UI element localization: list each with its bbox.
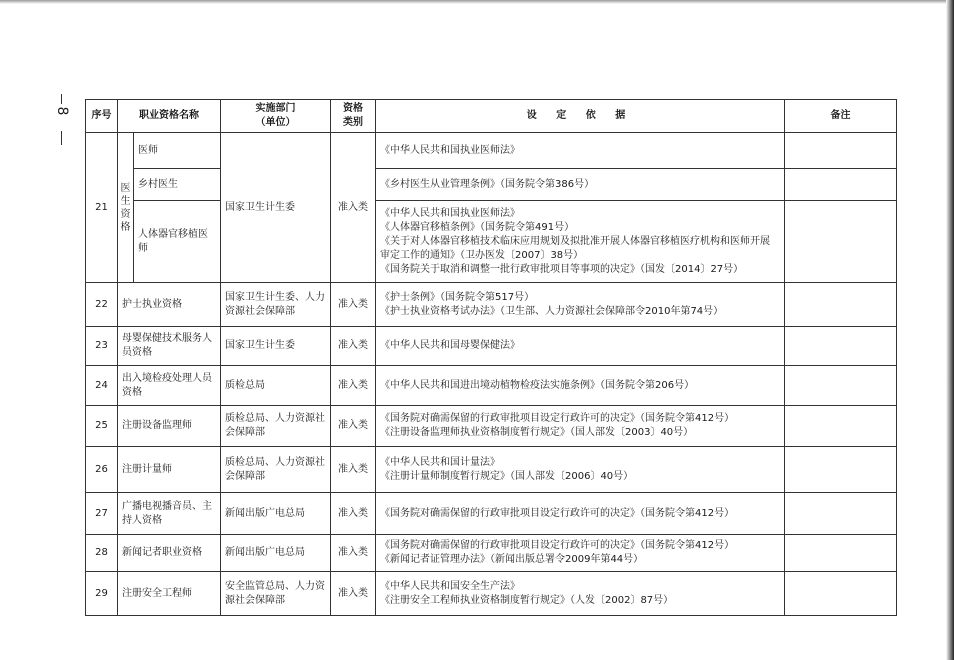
qualification-table: [85, 99, 897, 616]
row-remark: [785, 327, 897, 366]
header-department: [221, 100, 331, 133]
row-name: 注册计量师: [118, 447, 221, 493]
row-seq: 23: [86, 327, 118, 366]
row-department: 国家卫生计生委、人力资源社会保障部: [221, 283, 331, 327]
row-basis: 《中华人民共和国执业医师法》: [376, 133, 785, 169]
row-basis: 《国务院对确需保留的行政审批项目设定行政许可的决定》（国务院令第412号） 《注册设备监理师执业资格制度暂行规定》（国人部发〔2003〕40号）: [376, 406, 785, 447]
row-basis: 《国务院对确需保留的行政审批项目设定行政许可的决定》（国务院令第412号）: [376, 493, 785, 535]
row-seq: 27: [86, 493, 118, 535]
row-basis: 《中华人民共和国母婴保健法》: [376, 327, 785, 366]
row-remark: [785, 169, 897, 201]
row-category: 准入类: [331, 327, 376, 366]
row-remark: [785, 201, 897, 283]
row-name: 人体器官移植医师: [134, 201, 221, 283]
row-category: 准入类: [331, 406, 376, 447]
row-category: 准入类: [331, 535, 376, 572]
table-row: [86, 535, 897, 572]
row-name: 注册安全工程师: [118, 572, 221, 616]
row-name: 注册设备监理师: [118, 406, 221, 447]
table-row: [86, 447, 897, 493]
row-seq: 22: [86, 283, 118, 327]
row-department: 质检总局、人力资源社会保障部: [221, 447, 331, 493]
row-basis: 《中华人民共和国计量法》 《注册计量师制度暂行规定》（国人部发〔2006〕40号）: [376, 447, 785, 493]
row-seq: 24: [86, 366, 118, 406]
row-basis: 《乡村医生从业管理条例》（国务院令第386号）: [376, 169, 785, 201]
page-right-edge: [946, 0, 954, 660]
row-department: 国家卫生计生委: [221, 327, 331, 366]
row-category: 准入类: [331, 283, 376, 327]
row-remark: [785, 493, 897, 535]
table-row: [86, 133, 897, 169]
row-seq: 25: [86, 406, 118, 447]
row-category: 准入类: [331, 493, 376, 535]
row-remark: [785, 283, 897, 327]
row-remark: [785, 366, 897, 406]
table-row: [86, 169, 897, 201]
table-row: [86, 283, 897, 327]
row-basis: 《中华人民共和国进出境动植物检疫法实施条例》（国务院令第206号）: [376, 366, 785, 406]
row-basis: 《中华人民共和国安全生产法》 《注册安全工程师执业资格制度暂行规定》（人发〔2002〕87号）: [376, 572, 785, 616]
table-row: [86, 327, 897, 366]
page-number-rule-bottom: [61, 131, 62, 145]
row-remark: [785, 133, 897, 169]
row-department: 安全监管总局、人力资源社会保障部: [221, 572, 331, 616]
header-department-line1: 实施部门: [255, 103, 296, 114]
row-department: 质检总局、人力资源社会保障部: [221, 406, 331, 447]
row-remark: [785, 447, 897, 493]
row-department: 新闻出版广电总局: [221, 535, 331, 572]
table-header-row: [86, 100, 897, 133]
row-department: 质检总局: [221, 366, 331, 406]
row-name: 乡村医生: [134, 169, 221, 201]
row-basis: 《护士条例》（国务院令第517号） 《护士执业资格考试办法》（卫生部、人力资源社会保障部令2010年第74号）: [376, 283, 785, 327]
header-category-line1: 资格: [343, 103, 363, 114]
header-category: [331, 100, 376, 133]
table-row: [86, 366, 897, 406]
row-department: 新闻出版广电总局: [221, 493, 331, 535]
row-seq: 29: [86, 572, 118, 616]
row-seq: 28: [86, 535, 118, 572]
row-name: 医师: [134, 133, 221, 169]
row-name: 护士执业资格: [118, 283, 221, 327]
row-name: 出入境检疫处理人员资格: [118, 366, 221, 406]
row-basis: 《中华人民共和国执业医师法》 《人体器官移植条例》（国务院令第491号） 《关于对人体器官移植技术临床应用规划及拟批准开展人体器官移植医疗机构和医师开展 审定工作的通知》（卫办医发〔2007〕38号） 《国务院关于取消和调整一批行政审批项目等事项的决定》（国发〔2014〕27号）: [376, 201, 785, 283]
row-remark: [785, 535, 897, 572]
header-name: 职业资格名称: [118, 100, 221, 133]
header-seq: 序号: [86, 100, 118, 133]
row-category: 准入类: [331, 366, 376, 406]
row-department: 国家卫生计生委: [221, 133, 331, 283]
row-name: 母婴保健技术服务人员资格: [118, 327, 221, 366]
row-category: 准入类: [331, 572, 376, 616]
page-number-rule-top: [61, 94, 62, 104]
table-row: [86, 406, 897, 447]
header-category-line2: 类别: [343, 117, 363, 128]
row-name: 广播电视播音员、主持人资格: [118, 493, 221, 535]
header-basis: 设 定 依 据: [376, 100, 785, 133]
table-row: [86, 201, 897, 283]
group-label-doctor-qualification: 医 生 资 格: [118, 133, 134, 283]
page-top-edge: [0, 0, 954, 4]
table-row: [86, 572, 897, 616]
row-remark: [785, 572, 897, 616]
row-name: 新闻记者职业资格: [118, 535, 221, 572]
row-category: 准入类: [331, 447, 376, 493]
row-category: 准入类: [331, 133, 376, 283]
row-seq: 26: [86, 447, 118, 493]
row-seq: 21: [86, 133, 118, 283]
table-row: [86, 493, 897, 535]
header-remark: 备注: [785, 100, 897, 133]
header-department-line2: （单位）: [255, 117, 296, 128]
page-number: 8: [54, 106, 70, 116]
row-basis: 《国务院对确需保留的行政审批项目设定行政许可的决定》（国务院令第412号） 《新闻记者证管理办法》（新闻出版总署令2009年第44号）: [376, 535, 785, 572]
row-remark: [785, 406, 897, 447]
